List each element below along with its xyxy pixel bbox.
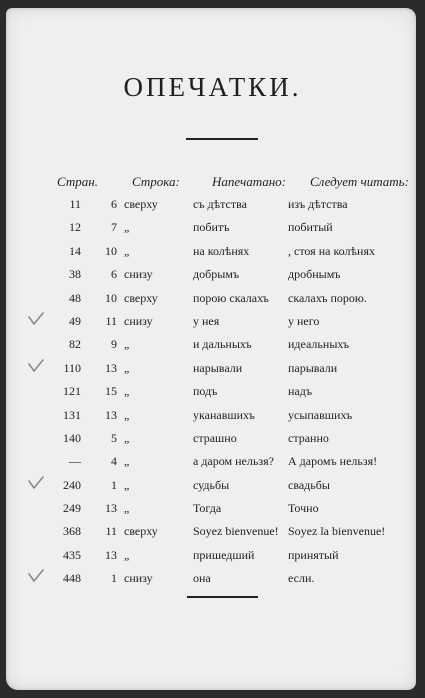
correction-cell: надъ [288, 384, 313, 399]
line-position-cell: сверху [124, 290, 158, 305]
line-number-cell: 5 [111, 430, 117, 445]
printed-cell: страшно [193, 430, 237, 445]
printed-cell: судьбы [193, 477, 230, 492]
line-number-cell: 15 [105, 384, 117, 399]
page-cell: 435 [63, 547, 81, 562]
header-page: Стран. [57, 174, 98, 189]
line-number-cell: 11 [105, 313, 117, 328]
printed-cell: уканавшихъ [193, 407, 255, 422]
printed-cell: Тогда [193, 501, 222, 516]
correction-cell: идеальныхъ [288, 337, 350, 352]
printed-cell: нарывали [193, 360, 243, 375]
page-cell: 249 [63, 501, 81, 516]
header-printed: Напечатано: [212, 174, 287, 189]
header-line: Строка: [132, 174, 180, 189]
line-position-cell: „ [124, 454, 130, 469]
line-number-cell: 4 [111, 454, 117, 469]
page-cell: 49 [69, 313, 81, 328]
line-position-cell: „ [124, 384, 130, 399]
table-row [0, 333, 425, 356]
correction-cell: если. [288, 571, 315, 586]
printed-cell: подъ [193, 384, 218, 399]
page-cell: 448 [63, 571, 81, 586]
printed-cell: на колѣнях [193, 243, 250, 258]
correction-cell: парывали [288, 360, 338, 375]
errata-table [0, 193, 425, 591]
line-position-cell: снизу [124, 571, 153, 586]
page-cell: 368 [63, 524, 81, 539]
line-position-cell: сверху [124, 524, 158, 539]
line-number-cell: 10 [105, 243, 117, 258]
line-position-cell: снизу [124, 267, 153, 282]
page-cell: 48 [69, 290, 81, 305]
page-title: ОПЕЧАТКИ. [123, 72, 302, 102]
table-row [0, 240, 425, 263]
table-row [0, 287, 425, 310]
page-cell: 131 [63, 407, 81, 422]
printed-cell: побитъ [193, 220, 230, 235]
printed-cell: и дальныхъ [193, 337, 252, 352]
line-number-cell: 13 [105, 501, 117, 516]
line-number-cell: 1 [111, 571, 117, 586]
line-number-cell: 13 [105, 360, 117, 375]
table-row [0, 450, 425, 473]
page-cell: 121 [63, 384, 81, 399]
table-row [0, 193, 425, 216]
line-position-cell: „ [124, 501, 130, 516]
printed-cell: она [193, 571, 211, 586]
correction-cell: , стоя на колѣнях [288, 243, 375, 258]
table-row [0, 474, 425, 497]
table-row [0, 567, 425, 590]
correction-cell: Soyez la bienvenue! [288, 524, 386, 539]
page-cell: 140 [63, 430, 81, 445]
line-position-cell: „ [124, 337, 130, 352]
correction-cell: дробнымъ [288, 267, 341, 282]
line-number-cell: 6 [111, 197, 117, 211]
table-row [0, 310, 425, 333]
line-position-cell: снизу [124, 313, 153, 328]
correction-cell: свадьбы [288, 477, 330, 492]
page-cell: 14 [69, 243, 81, 258]
line-number-cell: 13 [105, 547, 117, 562]
line-position-cell: „ [124, 220, 130, 235]
correction-cell: А даромъ нельзя! [288, 454, 378, 469]
correction-cell: усыпавшихъ [288, 407, 353, 422]
line-position-cell: сверху [124, 197, 158, 211]
page-cell: — [69, 454, 81, 469]
line-position-cell: „ [124, 243, 130, 258]
printed-cell: у нея [193, 313, 220, 328]
printed-cell: а даром нельзя? [193, 454, 274, 469]
printed-cell: добрымъ [193, 267, 240, 282]
table-row [0, 380, 425, 403]
printed-cell: съ дѣтства [193, 197, 247, 211]
line-number-cell: 7 [111, 220, 117, 235]
page-cell: 110 [63, 360, 81, 375]
table-row [0, 263, 425, 286]
correction-cell: скалахъ порою. [288, 290, 367, 305]
line-number-cell: 6 [111, 267, 117, 282]
table-row [0, 544, 425, 567]
bottom-divider [187, 596, 258, 598]
header-read: Следует читать: [310, 174, 409, 189]
page-cell: 38 [69, 267, 81, 282]
line-position-cell: „ [124, 547, 130, 562]
line-number-cell: 1 [111, 477, 117, 492]
title-divider [186, 138, 258, 140]
printed-cell: порою скалахъ [193, 290, 269, 305]
page-cell: 11 [69, 197, 81, 211]
correction-cell: побитый [288, 220, 333, 235]
line-number-cell: 13 [105, 407, 117, 422]
table-row [0, 216, 425, 239]
printed-cell: Soyez bienvenue! [193, 524, 279, 539]
line-position-cell: „ [124, 360, 130, 375]
line-number-cell: 10 [105, 290, 117, 305]
page-cell: 240 [63, 477, 81, 492]
page-cell: 82 [69, 337, 81, 352]
page-cell: 12 [69, 220, 81, 235]
correction-cell: странно [288, 430, 329, 445]
printed-cell: пришедший [193, 547, 255, 562]
line-position-cell: „ [124, 430, 130, 445]
table-row [0, 404, 425, 427]
table-row [0, 520, 425, 543]
line-number-cell: 9 [111, 337, 117, 352]
line-number-cell: 11 [105, 524, 117, 539]
correction-cell: изъ дѣтства [288, 197, 348, 211]
correction-cell: у него [288, 313, 320, 328]
correction-cell: Точно [288, 501, 319, 516]
table-row [0, 497, 425, 520]
table-row [0, 427, 425, 450]
correction-cell: принятый [288, 547, 339, 562]
line-position-cell: „ [124, 407, 130, 422]
table-row [0, 357, 425, 380]
line-position-cell: „ [124, 477, 130, 492]
